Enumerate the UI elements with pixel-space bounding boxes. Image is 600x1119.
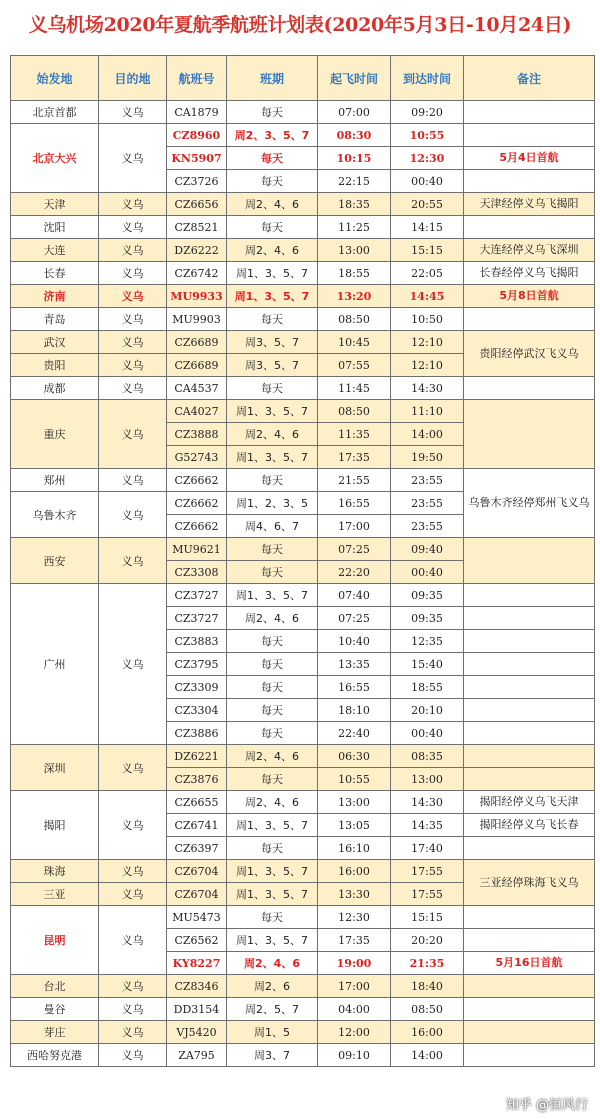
arrival-time-cell: 15:40 [391, 653, 464, 676]
remarks-cell [464, 699, 595, 722]
origin-cell: 武汉 [11, 331, 99, 354]
schedule-days-cell: 每天 [227, 170, 318, 193]
departure-time-cell: 16:55 [318, 492, 391, 515]
departure-time-cell: 13:05 [318, 814, 391, 837]
schedule-days-cell: 周3、5、7 [227, 331, 318, 354]
schedule-days-cell: 每天 [227, 676, 318, 699]
origin-cell: 青岛 [11, 308, 99, 331]
header-arrival-time: 到达时间 [391, 56, 464, 101]
arrival-time-cell: 13:00 [391, 768, 464, 791]
flight-number-cell: VJ5420 [167, 1021, 227, 1044]
origin-cell: 昆明 [11, 906, 99, 975]
table-row [11, 906, 595, 929]
arrival-time-cell: 20:10 [391, 699, 464, 722]
arrival-time-cell: 23:55 [391, 469, 464, 492]
flight-number-cell: CA1879 [167, 101, 227, 124]
departure-time-cell: 19:00 [318, 952, 391, 975]
remarks-cell [464, 1021, 595, 1044]
flight-number-cell: CZ3888 [167, 423, 227, 446]
arrival-time-cell: 14:15 [391, 216, 464, 239]
remarks-cell [464, 630, 595, 653]
flight-number-cell: CZ6655 [167, 791, 227, 814]
flight-number-cell: CZ6742 [167, 262, 227, 285]
departure-time-cell: 11:45 [318, 377, 391, 400]
schedule-days-cell: 周1、2、3、5 [227, 492, 318, 515]
table-row [11, 791, 595, 814]
schedule-days-cell: 周2、4、6 [227, 423, 318, 446]
remarks-cell [464, 906, 595, 929]
origin-cell: 沈阳 [11, 216, 99, 239]
table-row [11, 124, 595, 147]
destination-cell: 义乌 [99, 308, 167, 331]
schedule-days-cell: 周1、3、5、7 [227, 860, 318, 883]
flight-number-cell: CZ3726 [167, 170, 227, 193]
origin-cell: 贵阳 [11, 354, 99, 377]
table-row [11, 538, 595, 561]
arrival-time-cell: 09:35 [391, 607, 464, 630]
page-title: 义乌机场2020年夏航季航班计划表(2020年5月3日-10月24日) [28, 14, 572, 36]
arrival-time-cell: 09:40 [391, 538, 464, 561]
remarks-cell [464, 377, 595, 400]
departure-time-cell: 22:40 [318, 722, 391, 745]
table-row [11, 239, 595, 262]
flight-number-cell: CZ3876 [167, 768, 227, 791]
arrival-time-cell: 12:30 [391, 147, 464, 170]
departure-time-cell: 10:55 [318, 768, 391, 791]
departure-time-cell: 17:00 [318, 515, 391, 538]
schedule-days-cell: 每天 [227, 906, 318, 929]
remarks-cell: 长春经停义乌飞揭阳 [464, 262, 595, 285]
destination-cell: 义乌 [99, 883, 167, 906]
schedule-days-cell: 周2、4、6 [227, 745, 318, 768]
departure-time-cell: 07:25 [318, 538, 391, 561]
origin-cell: 北京大兴 [11, 124, 99, 193]
table-row [11, 377, 595, 400]
flight-number-cell: CZ3883 [167, 630, 227, 653]
table-row [11, 745, 595, 768]
schedule-days-cell: 周2、4、6 [227, 952, 318, 975]
remarks-cell [464, 170, 595, 193]
schedule-days-cell: 周1、3、5、7 [227, 584, 318, 607]
header-flight-number: 航班号 [167, 56, 227, 101]
flight-number-cell: MU9621 [167, 538, 227, 561]
flight-number-cell: CZ6704 [167, 860, 227, 883]
schedule-days-cell: 周1、3、5、7 [227, 285, 318, 308]
flight-number-cell: CZ3795 [167, 653, 227, 676]
departure-time-cell: 16:10 [318, 837, 391, 860]
table-row [11, 308, 595, 331]
destination-cell: 义乌 [99, 998, 167, 1021]
flight-number-cell: DZ6221 [167, 745, 227, 768]
flight-number-cell: KN5907 [167, 147, 227, 170]
origin-cell: 珠海 [11, 860, 99, 883]
schedule-days-cell: 每天 [227, 147, 318, 170]
header-schedule-days: 班期 [227, 56, 318, 101]
departure-time-cell: 10:15 [318, 147, 391, 170]
arrival-time-cell: 17:55 [391, 860, 464, 883]
destination-cell: 义乌 [99, 285, 167, 308]
destination-cell: 义乌 [99, 906, 167, 975]
remarks-cell [464, 975, 595, 998]
origin-cell: 西哈努克港 [11, 1044, 99, 1067]
table-row [11, 584, 595, 607]
schedule-days-cell: 周2、4、6 [227, 607, 318, 630]
departure-time-cell: 04:00 [318, 998, 391, 1021]
flight-number-cell: CZ3304 [167, 699, 227, 722]
flight-number-cell: MU9933 [167, 285, 227, 308]
table-body [11, 101, 595, 1067]
flight-number-cell: CZ6397 [167, 837, 227, 860]
departure-time-cell: 09:10 [318, 1044, 391, 1067]
departure-time-cell: 13:00 [318, 239, 391, 262]
schedule-days-cell: 每天 [227, 561, 318, 584]
remarks-cell [464, 308, 595, 331]
departure-time-cell: 11:25 [318, 216, 391, 239]
remarks-cell [464, 837, 595, 860]
departure-time-cell: 13:30 [318, 883, 391, 906]
schedule-days-cell: 周4、6、7 [227, 515, 318, 538]
remarks-cell [464, 400, 595, 469]
remarks-cell: 贵阳经停武汉飞义乌 [464, 331, 595, 377]
remarks-cell: 三亚经停珠海飞义乌 [464, 860, 595, 906]
flight-number-cell: CZ3309 [167, 676, 227, 699]
remarks-cell: 乌鲁木齐经停郑州飞义乌 [464, 469, 595, 538]
departure-time-cell: 17:00 [318, 975, 391, 998]
flight-schedule-table [10, 55, 595, 1067]
schedule-days-cell: 周2、4、6 [227, 193, 318, 216]
flight-number-cell: MU9903 [167, 308, 227, 331]
destination-cell: 义乌 [99, 400, 167, 469]
flight-number-cell: CA4537 [167, 377, 227, 400]
header-destination: 目的地 [99, 56, 167, 101]
table-row [11, 1044, 595, 1067]
departure-time-cell: 07:55 [318, 354, 391, 377]
arrival-time-cell: 09:35 [391, 584, 464, 607]
table-row [11, 101, 595, 124]
flight-number-cell: CZ6656 [167, 193, 227, 216]
departure-time-cell: 13:35 [318, 653, 391, 676]
schedule-days-cell: 每天 [227, 837, 318, 860]
remarks-cell [464, 607, 595, 630]
schedule-days-cell: 周2、6 [227, 975, 318, 998]
arrival-time-cell: 09:20 [391, 101, 464, 124]
arrival-time-cell: 23:55 [391, 492, 464, 515]
flight-number-cell: CZ6689 [167, 354, 227, 377]
flight-number-cell: ZA795 [167, 1044, 227, 1067]
remarks-cell [464, 676, 595, 699]
origin-cell: 深圳 [11, 745, 99, 791]
schedule-days-cell: 每天 [227, 768, 318, 791]
schedule-days-cell: 每天 [227, 653, 318, 676]
table-row [11, 262, 595, 285]
departure-time-cell: 21:55 [318, 469, 391, 492]
origin-cell: 台北 [11, 975, 99, 998]
table-row [11, 193, 595, 216]
arrival-time-cell: 14:00 [391, 1044, 464, 1067]
remarks-cell: 5月8日首航 [464, 285, 595, 308]
origin-cell: 重庆 [11, 400, 99, 469]
destination-cell: 义乌 [99, 354, 167, 377]
schedule-days-cell: 每天 [227, 699, 318, 722]
flight-number-cell: CZ3727 [167, 584, 227, 607]
origin-cell: 天津 [11, 193, 99, 216]
remarks-cell: 5月4日首航 [464, 147, 595, 170]
arrival-time-cell: 00:40 [391, 170, 464, 193]
remarks-cell [464, 124, 595, 147]
flight-number-cell: CZ3308 [167, 561, 227, 584]
schedule-days-cell: 周1、3、5、7 [227, 262, 318, 285]
remarks-cell: 天津经停义乌飞揭阳 [464, 193, 595, 216]
arrival-time-cell: 14:30 [391, 377, 464, 400]
flight-number-cell: CZ6662 [167, 515, 227, 538]
destination-cell: 义乌 [99, 331, 167, 354]
arrival-time-cell: 18:40 [391, 975, 464, 998]
departure-time-cell: 07:25 [318, 607, 391, 630]
destination-cell: 义乌 [99, 860, 167, 883]
schedule-days-cell: 每天 [227, 469, 318, 492]
flight-number-cell: MU5473 [167, 906, 227, 929]
flight-number-cell: CZ8346 [167, 975, 227, 998]
destination-cell: 义乌 [99, 745, 167, 791]
departure-time-cell: 10:40 [318, 630, 391, 653]
table-row [11, 469, 595, 492]
header-origin: 始发地 [11, 56, 99, 101]
remarks-cell: 揭阳经停义乌飞天津 [464, 791, 595, 814]
arrival-time-cell: 10:55 [391, 124, 464, 147]
origin-cell: 郑州 [11, 469, 99, 492]
flight-number-cell: CZ6562 [167, 929, 227, 952]
remarks-cell: 5月16日首航 [464, 952, 595, 975]
remarks-cell [464, 101, 595, 124]
arrival-time-cell: 19:50 [391, 446, 464, 469]
departure-time-cell: 08:50 [318, 400, 391, 423]
flight-number-cell: DD3154 [167, 998, 227, 1021]
remarks-cell [464, 768, 595, 791]
departure-time-cell: 06:30 [318, 745, 391, 768]
flight-number-cell: CZ8960 [167, 124, 227, 147]
destination-cell: 义乌 [99, 791, 167, 860]
remarks-cell [464, 653, 595, 676]
table-row [11, 216, 595, 239]
departure-time-cell: 17:35 [318, 446, 391, 469]
origin-cell: 北京首都 [11, 101, 99, 124]
arrival-time-cell: 08:35 [391, 745, 464, 768]
header-departure-time: 起飞时间 [318, 56, 391, 101]
flight-number-cell: KY8227 [167, 952, 227, 975]
arrival-time-cell: 18:55 [391, 676, 464, 699]
schedule-table-wrapper [10, 55, 594, 1067]
schedule-days-cell: 每天 [227, 538, 318, 561]
departure-time-cell: 08:50 [318, 308, 391, 331]
origin-cell: 芽庄 [11, 1021, 99, 1044]
flight-number-cell: CZ3727 [167, 607, 227, 630]
schedule-days-cell: 每天 [227, 216, 318, 239]
remarks-cell: 大连经停义乌飞深圳 [464, 239, 595, 262]
flight-number-cell: CZ3886 [167, 722, 227, 745]
table-row [11, 860, 595, 883]
remarks-cell: 揭阳经停义乌飞长春 [464, 814, 595, 837]
flight-number-cell: CZ8521 [167, 216, 227, 239]
table-header-row [11, 56, 595, 101]
origin-cell: 长春 [11, 262, 99, 285]
departure-time-cell: 16:00 [318, 860, 391, 883]
destination-cell: 义乌 [99, 538, 167, 584]
origin-cell: 广州 [11, 584, 99, 745]
departure-time-cell: 22:15 [318, 170, 391, 193]
remarks-cell [464, 216, 595, 239]
destination-cell: 义乌 [99, 1044, 167, 1067]
departure-time-cell: 07:40 [318, 584, 391, 607]
departure-time-cell: 11:35 [318, 423, 391, 446]
watermark: 知乎 @恒风行 [505, 1098, 588, 1113]
arrival-time-cell: 00:40 [391, 561, 464, 584]
origin-cell: 济南 [11, 285, 99, 308]
departure-time-cell: 12:30 [318, 906, 391, 929]
schedule-days-cell: 周1、3、5、7 [227, 446, 318, 469]
departure-time-cell: 13:20 [318, 285, 391, 308]
header-remarks: 备注 [464, 56, 595, 101]
destination-cell: 义乌 [99, 239, 167, 262]
departure-time-cell: 18:35 [318, 193, 391, 216]
origin-cell: 揭阳 [11, 791, 99, 860]
flight-number-cell: CZ6662 [167, 492, 227, 515]
arrival-time-cell: 12:10 [391, 354, 464, 377]
destination-cell: 义乌 [99, 124, 167, 193]
schedule-days-cell: 周2、3、5、7 [227, 124, 318, 147]
destination-cell: 义乌 [99, 1021, 167, 1044]
destination-cell: 义乌 [99, 584, 167, 745]
schedule-days-cell: 每天 [227, 377, 318, 400]
flight-number-cell: CA4027 [167, 400, 227, 423]
arrival-time-cell: 14:35 [391, 814, 464, 837]
arrival-time-cell: 10:50 [391, 308, 464, 331]
schedule-days-cell: 每天 [227, 308, 318, 331]
schedule-days-cell: 周3、7 [227, 1044, 318, 1067]
destination-cell: 义乌 [99, 469, 167, 492]
schedule-days-cell: 每天 [227, 101, 318, 124]
flight-number-cell: DZ6222 [167, 239, 227, 262]
departure-time-cell: 17:35 [318, 929, 391, 952]
schedule-days-cell: 周1、3、5、7 [227, 400, 318, 423]
flight-number-cell: CZ6689 [167, 331, 227, 354]
destination-cell: 义乌 [99, 101, 167, 124]
arrival-time-cell: 12:10 [391, 331, 464, 354]
origin-cell: 曼谷 [11, 998, 99, 1021]
arrival-time-cell: 22:05 [391, 262, 464, 285]
remarks-cell [464, 745, 595, 768]
arrival-time-cell: 11:10 [391, 400, 464, 423]
flight-number-cell: CZ6704 [167, 883, 227, 906]
departure-time-cell: 12:00 [318, 1021, 391, 1044]
remarks-cell [464, 1044, 595, 1067]
table-row [11, 331, 595, 354]
arrival-time-cell: 08:50 [391, 998, 464, 1021]
destination-cell: 义乌 [99, 492, 167, 538]
flight-number-cell: G52743 [167, 446, 227, 469]
schedule-days-cell: 周2、4、6 [227, 239, 318, 262]
remarks-cell [464, 538, 595, 584]
remarks-cell [464, 929, 595, 952]
departure-time-cell: 13:00 [318, 791, 391, 814]
schedule-days-cell: 每天 [227, 722, 318, 745]
schedule-days-cell: 周1、3、5、7 [227, 883, 318, 906]
schedule-days-cell: 周2、5、7 [227, 998, 318, 1021]
arrival-time-cell: 15:15 [391, 239, 464, 262]
arrival-time-cell: 14:30 [391, 791, 464, 814]
destination-cell: 义乌 [99, 975, 167, 998]
arrival-time-cell: 23:55 [391, 515, 464, 538]
arrival-time-cell: 14:45 [391, 285, 464, 308]
flight-number-cell: CZ6741 [167, 814, 227, 837]
origin-cell: 西安 [11, 538, 99, 584]
remarks-cell [464, 722, 595, 745]
arrival-time-cell: 17:40 [391, 837, 464, 860]
arrival-time-cell: 21:35 [391, 952, 464, 975]
arrival-time-cell: 17:55 [391, 883, 464, 906]
table-row [11, 975, 595, 998]
destination-cell: 义乌 [99, 262, 167, 285]
departure-time-cell: 18:10 [318, 699, 391, 722]
schedule-days-cell: 周2、4、6 [227, 791, 318, 814]
departure-time-cell: 10:45 [318, 331, 391, 354]
departure-time-cell: 18:55 [318, 262, 391, 285]
schedule-days-cell: 周1、5 [227, 1021, 318, 1044]
table-row [11, 400, 595, 423]
arrival-time-cell: 16:00 [391, 1021, 464, 1044]
origin-cell: 成都 [11, 377, 99, 400]
destination-cell: 义乌 [99, 216, 167, 239]
departure-time-cell: 16:55 [318, 676, 391, 699]
arrival-time-cell: 20:55 [391, 193, 464, 216]
origin-cell: 乌鲁木齐 [11, 492, 99, 538]
origin-cell: 大连 [11, 239, 99, 262]
destination-cell: 义乌 [99, 193, 167, 216]
arrival-time-cell: 20:20 [391, 929, 464, 952]
arrival-time-cell: 14:00 [391, 423, 464, 446]
schedule-days-cell: 周1、3、5、7 [227, 929, 318, 952]
schedule-days-cell: 每天 [227, 630, 318, 653]
table-row [11, 285, 595, 308]
table-row [11, 1021, 595, 1044]
arrival-time-cell: 15:15 [391, 906, 464, 929]
departure-time-cell: 22:20 [318, 561, 391, 584]
table-row [11, 998, 595, 1021]
departure-time-cell: 07:00 [318, 101, 391, 124]
schedule-days-cell: 周3、5、7 [227, 354, 318, 377]
arrival-time-cell: 12:35 [391, 630, 464, 653]
flight-number-cell: CZ6662 [167, 469, 227, 492]
origin-cell: 三亚 [11, 883, 99, 906]
destination-cell: 义乌 [99, 377, 167, 400]
departure-time-cell: 08:30 [318, 124, 391, 147]
remarks-cell [464, 584, 595, 607]
remarks-cell [464, 998, 595, 1021]
arrival-time-cell: 00:40 [391, 722, 464, 745]
schedule-days-cell: 周1、3、5、7 [227, 814, 318, 837]
